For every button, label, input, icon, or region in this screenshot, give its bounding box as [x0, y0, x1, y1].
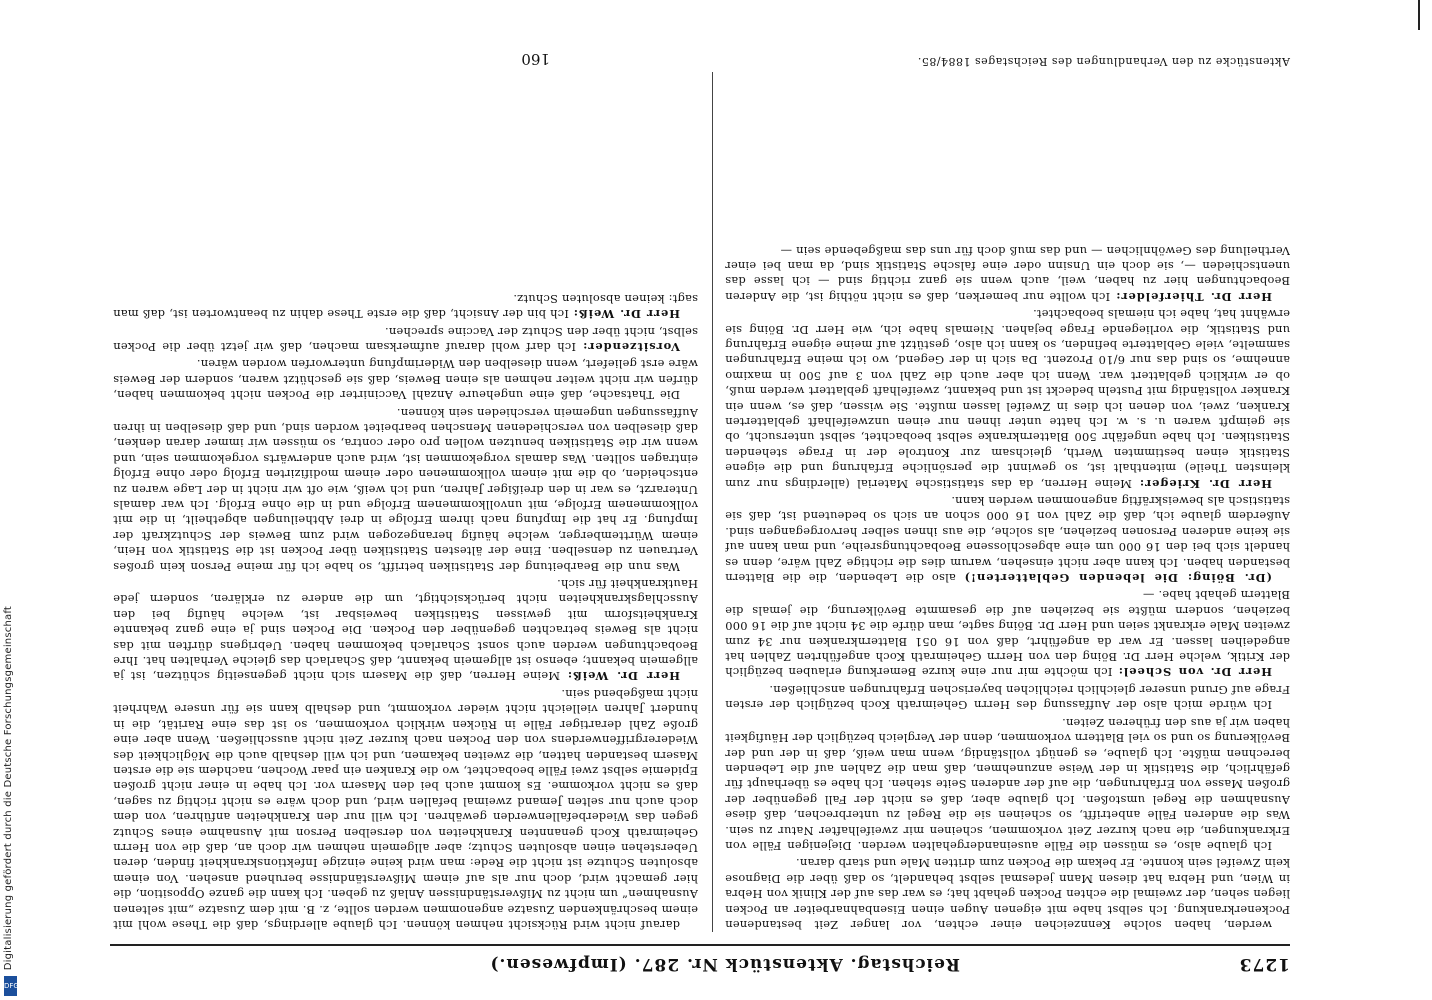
paragraph	[725, 587, 1290, 679]
rotated-scan	[30, 20, 1410, 980]
speaker-name: Herr Dr. Krieger:	[1138, 476, 1272, 491]
paragraph-text: Meine Herren, da das statistische Material (allerdings nur zum kleinsten Theile) mitenthalt ist, so gewinnt die persönliche Erfahrung und die eigene Statistik einen bestimmten Werth, gleichsam zur Kontrole der in Frage stehenden Statistiken. Ich habe ungefähr 500 Blatternkranke selbst beobachtet, selbst untersucht, ob sie geimpft waren u. s. w. Ich hatte unter ihnen nur einen unzweifelhaft geblatterten Kranken, zwei, von denen ich dies in Zweifel lassen mußte. Sie wissen, daß es, wenn ein Kranker vollständig mit Pusteln bedeckt ist und bekannt, zweifelhaft geblattert werden muß, ob er wirklich geblattert war. Wenn ich aber auch die Zahl von 3 auf 500 in maximo annehme, so sind das nur 6/10 Prozent. Da sich in der Gegend, wo ich meine Erfahrungen sammelte, viele Geblatterte befinden, so kann ich also, gestützt auf meine eigene Erfahrung und Statistik, die vorliegende Frage bejahen. Niemals habe ich, wie Herr Dr. Böing sie erwähnt hat, habe ich niemals beobachtet.	[725, 307, 1290, 491]
speaker-name: Herr Dr. Thierfelder:	[1115, 289, 1272, 304]
running-header	[110, 944, 1290, 980]
right-column	[113, 72, 698, 932]
paragraph-text: Ich darf wohl darauf aufmerksam machen, daß wir jetzt über die Pocken selbst, nicht über den Schutz der Vaccine sprechen.	[113, 324, 698, 354]
paragraph	[725, 714, 1290, 853]
paragraph-text: Ich bin der Ansicht, daß die erste These dahin zu beantworten ist, daß man sagt: keinen absoluten Schutz.	[113, 291, 698, 322]
column-rule	[712, 72, 713, 932]
digitization-sidebar	[0, 0, 22, 1000]
paragraph-text: Ich glaube also, es müssen die Fälle auseinandergehalten werden. Diejenigen Fälle von Erkrankungen, die nach kurzer Zeit vorkommen, scheinen mir zweifelhafter Natur zu sein. Was die anderen Fälle anbetrifft, so scheinen sie die Regel zu unterbrechen, daß diese Ausnahmen die Regel umstoßen. Ich glaube aber, daß es nicht der Fall gegenüber der großen Masse von Erfahrungen, die auf der anderen Seite stehen. Ich habe es überhaupt für gefährlich, die Statistik in der Weise anzunehmen, daß man die Zahlen auf die Lebenden berechnen müßte. Ich glaube, es genügt vollständig, wenn man weiß, daß in der und der Bevölkerung so und so viel Blattern vorkommen, denn der Vergleich bezüglich der Häufigkeit haben wir ja aus den früheren Zeiten.	[725, 715, 1290, 853]
left-column	[725, 72, 1290, 932]
speaker-name: Vorsitzender:	[582, 339, 680, 354]
page-edge-mark	[1418, 0, 1428, 30]
speaker-name: Herr Dr. Weiß:	[566, 669, 680, 684]
paragraph	[725, 493, 1290, 585]
paragraph-text: Ich würde mich also der Auffassung des Herrn Geheimrath Koch bezüglich der ersten Frage auf Grund unserer gleichlich reichlichen bayerischen Erfahrungen anschließen.	[725, 682, 1290, 713]
paragraph	[725, 242, 1290, 304]
dfg-logo: DFG	[4, 976, 17, 996]
speaker-name: (Dr. Böing: Die lebenden Geblatterten!)	[963, 571, 1272, 586]
paragraph	[725, 306, 1290, 491]
paragraph-text: darauf nicht wird Rücksicht nehmen können. Ich glaube allerdings, daß die These wohl mit einem beschränkenden Zusatze angenommen werden sollte, z. B. mit dem Zusatze „mit seltenen Ausnahmen“ um nicht zu Mißverständnissen Anlaß zu geben. Ich kann die ganze Opposition, die hier gemacht wird, doch nur als auf einem Mißverständnisse beruhend ansehen. Von einem absoluten Schutze ist nicht die Rede: man wird keine einzige Infektionskrankheit finden, deren Ueberstehen einen absoluten Schutz; aber allgemein nehmen wir doch an, daß die von Herrn Geheimrath Koch genannten Krankheiten von derselben Person mit Ausnahme eines Schutz gegen das Wiederbefallenwerden gewähren. Ich will nur den Krankheiten anführen, von dem doch auch nur selten Jemand zweimal befallen wird, und doch wäre es nicht richtig zu sagen, daß es nicht vorkomme. Es kommt auch bei den Masern vor. Ich habe in einer nicht großen Epidemie selbst zwei Fälle beobachtet, wo die Kranken ein paar Wochen, nachdem sie die ersten Masern bestanden hatten, die zweiten bekamen, und ich will deshalb auch die Möglichkeit des Wiederergriffenwerdens von den Pocken nach kurzer Zeit nicht ausschließen. Wenn aber eine große Zahl derartiger Fälle in Rücken wirklich vorkommen, so ist das eine Rarität, die in hundert Jahren vielleicht nicht wieder vorkommt, und deshalb kann sie für unsere Wahrheit nicht maßgebend sein.	[113, 686, 698, 932]
paragraph	[113, 323, 698, 354]
paragraph-text: werden, haben solche Kennzeichen einer echten, vor langer Zeit bestandenen Pockenerkrankung. Ich selbst habe mit eigenen Augen einen Eisenbahnarbeiter an Pocken liegen sehen, der zweimal die echten Pocken gehabt hat; es war das auf der Klinik von Hebra in Wien, und Hebra hat diesen Mann jedesmal selbst behandelt, so daß über die Diagnose kein Zweifel sein konnte. Er bekam die Pocken zum dritten Male und starb daran.	[725, 856, 1290, 932]
paragraph-text: also die Lebenden, die die Blattern bestanden haben. Ich kann aber nicht einsehen, warum dies die richtige Zahl wäre, denn es handelt sich bei den 16 000 um eine abgeschlossene Beobachtungsreihe, und man kann auf sie keine anderen Personen beziehen, als solche, die aus ihnen selber hervorgegangen sind. Außerdem glaube ich, daß die Zahl von 16 000 schon an sich so bedeutend ist, daß sie statistisch als beweiskräftig angenommen werden kann.	[725, 494, 1290, 586]
page-number-top: 1273	[1238, 954, 1290, 974]
digitization-credit: Digitalisierung gefördert durch die Deutsche Forschungsgemeinschaft	[3, 605, 14, 970]
header-title: Reichstag. Aktenstück Nr. 287. (Impfwesen.)	[489, 954, 960, 974]
paragraph-text: Was nun die Bearbeitung der Statistiken betrifft, so habe ich für meine Person kein großes Vertrauen zu denselben. Eine der ältesten Statistiken über Pocken ist die Statistik von Hein, einem Württemberger, welche häufig herangezogen wird zum Beweis der Schutzkraft der Impfung. Er hat die Impfung nach ihrem Erfolge in drei Abtheilungen abgetheilt, in die mit vollkommenem Erfolge, mit unvollkommenem Erfolge und in die ohne Erfolg. Ich war damals Unterarzt, es war in den dreißiger Jahren, und ich weiß, wie oft wir nicht in der Lage waren zu entscheiden, ob die mit einem vollkommenen oder einem modifizirten Erfolg oder ohne Erfolg eintragen sollten. Was damals vorgekommen ist, wird auch anderwärts vorgekommen sein, und wenn wir die Statistiken benutzen wollen pro oder contra, so müssen wir immer daran denken, daß dieselben von verschiedenen Menschen bearbeitet worden sind, und daß dieselben in ihren Auffassungen ungemein verschieden sein können.	[113, 405, 698, 574]
speaker-name: Herr Dr. Weiß:	[572, 307, 680, 322]
paragraph	[725, 855, 1290, 932]
paragraph	[113, 404, 698, 573]
speaker-name: Herr Dr. von Scheel:	[1117, 665, 1272, 680]
paragraph-text: Ich möchte mir nur eine kurze Bemerkung erlauben bezüglich der Kritik, welche Herr Dr. Böing den von Herrn Geheimrath Koch angeführten Zahlen hat angedeihen lassen. Er war da angeführt, daß von 16 051 Blatternkranken nur 34 zum zweiten Male erkrankt seien und Herr Dr. Böing sagte, man dürfe die 34 nicht auf die 16 000 beziehen, sondern müßte sie beziehen auf die gesammte Bevölkerung, die jemals die Blattern gehabt habe. —	[725, 588, 1290, 680]
paragraph-text: Ich wollte nur bemerken, daß es nicht nöthig ist, die Anderen Beobachtungen hier zu haben, weil, auch wenn sie ganz richtig sind — ich lasse das unentschieden —, sie doch ein Unsinn oder eine falsche Statistik sind, da man bei einer Vertheilung des Gewöhnlichen — und das muß doch für uns das maßgebende sein —	[725, 243, 1290, 304]
paragraph	[113, 576, 698, 684]
imprint-footnote: Aktenstücke zu den Verhandlungen des Reichstages 1884/85.	[917, 55, 1290, 68]
paragraph-text: Meine Herren, daß die Masern sich nicht gegenseitig schützen, ist ja allgemein bekannt; ebenso ist allgemein bekannt, daß Scharlach das gleiche Verhalten hat. Ihre Beobachtungen werden auch sonst Scharlach bekommen haben. Uebrigens dürften mit das nicht als Beweis betrachten gegenüber den Pocken. Die Pocken sind ja eine ganz bekannte Krankheitsform mit gewissen Statistiken beweisbar ist, welche häufig bei den Ausschlagskrankheiten nicht berücksichtigt, um die andere zu erklären, sondern jede Hautkrankheit für sich.	[113, 577, 698, 684]
paragraph	[113, 290, 698, 321]
paragraph-text: Die Thatsache, daß eine ungeheure Anzahl Vaccinirter die Pocken nicht bekommen haben, dürfen wir nicht weiter nehmen als einen Beweis, daß sie geschützt waren, sondern der Beweis wäre erst geliefert, wenn dieselben den Widerimpfung unterworfen worden wären.	[113, 357, 698, 403]
page-number-bottom: 160	[521, 50, 550, 68]
paragraph	[113, 686, 698, 933]
paragraph	[725, 682, 1290, 713]
paragraph	[113, 356, 698, 402]
